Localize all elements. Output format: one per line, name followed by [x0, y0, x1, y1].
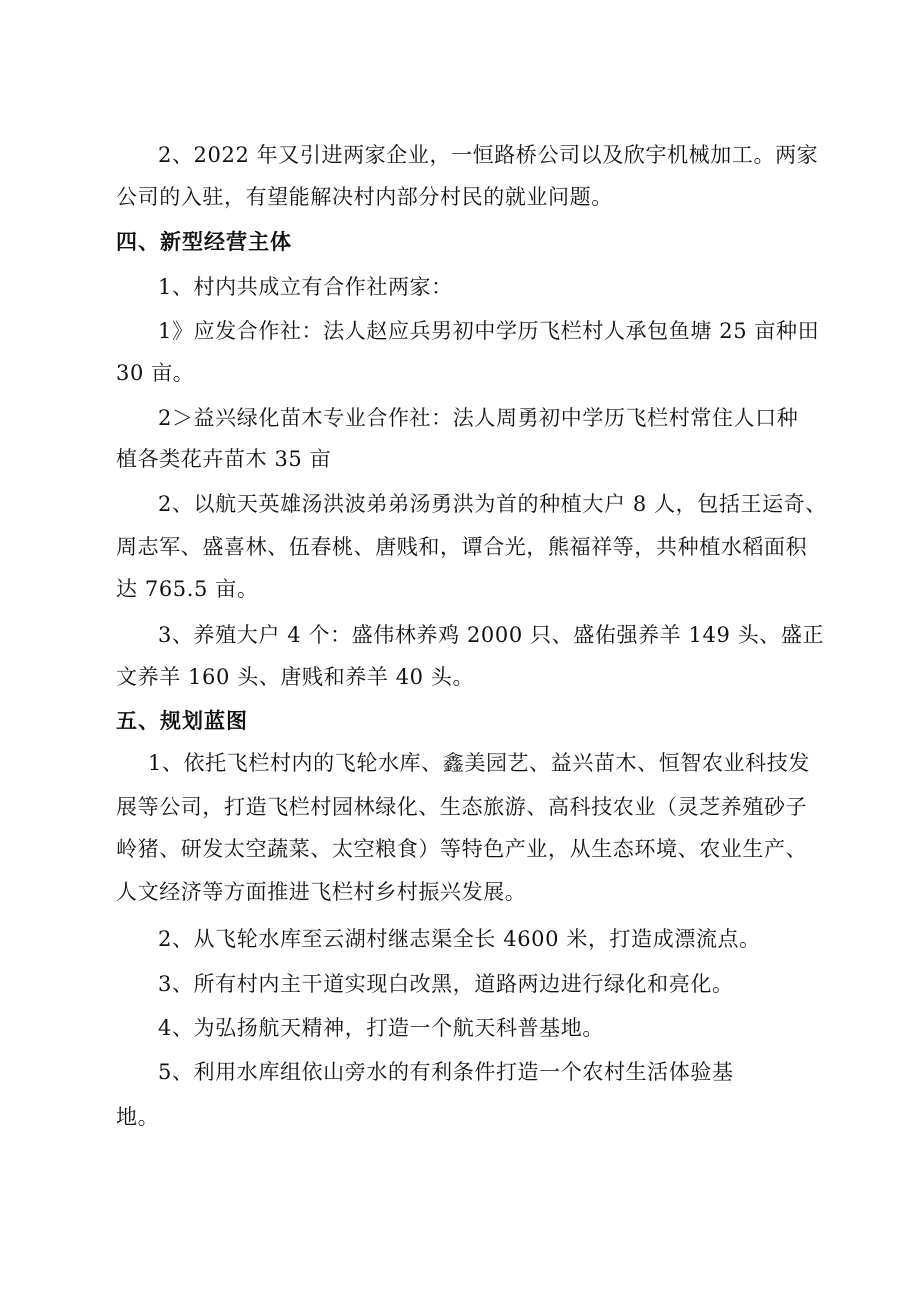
paragraph-line: 5、利用水库组依山旁水的有利条件打造一个农村生活体验基	[158, 1060, 734, 1084]
paragraph-line: 2＞益兴绿化苗木专业合作社：法人周勇初中学历飞栏村常住人口种	[158, 406, 799, 430]
paragraph-line: 1、村内共成立有合作社两家：	[158, 275, 453, 299]
paragraph-line: 地。	[116, 1105, 160, 1129]
paragraph-line: 4、为弘扬航天精神，打造一个航天科普基地。	[158, 1016, 604, 1040]
paragraph-line: 3、养殖大户 4 个：盛伟林养鸡 2000 只、盛佑强养羊 149 头、盛正	[158, 623, 825, 647]
paragraph-line: 3、所有村内主干道实现白改黑，道路两边进行绿化和亮化。	[158, 972, 734, 996]
paragraph-line: 公司的入驻，有望能解决村内部分村民的就业问题。	[116, 185, 613, 209]
paragraph-line: 人文经济等方面推进飞栏村乡村振兴发展。	[116, 880, 527, 904]
paragraph-line: 1、依托飞栏村内的飞轮水库、鑫美园艺、益兴苗木、恒智农业科技发	[148, 751, 810, 775]
section-heading-4: 四、新型经营主体	[116, 230, 292, 254]
paragraph-line: 30 亩。	[116, 361, 195, 385]
paragraph-line: 2、从飞轮水库至云湖村继志渠全长 4600 米，打造成漂流点。	[158, 927, 761, 951]
paragraph-line: 展等公司，打造飞栏村园林绿化、生态旅游、高科技农业（灵芝养殖砂子	[116, 795, 808, 819]
paragraph-line: 1》应发合作社：法人赵应兵男初中学历飞栏村人承包鱼塘 25 亩种田	[158, 319, 820, 343]
paragraph-line: 2、以航天英雄汤洪波弟弟汤勇洪为首的种植大户 8 人，包括王运奇、	[158, 492, 827, 516]
paragraph-line: 达 765.5 亩。	[116, 577, 259, 601]
paragraph-line: 2、2022 年又引进两家企业，一恒路桥公司以及欣宇机械加工。两家	[158, 143, 819, 167]
paragraph-line: 植各类花卉苗木 35 亩	[116, 447, 332, 471]
paragraph-line: 岭猪、研发太空蔬菜、太空粮食）等特色产业，从生态环境、农业生产、	[116, 837, 808, 861]
section-heading-5: 五、规划蓝图	[116, 709, 248, 733]
paragraph-line: 周志军、盛喜林、伍春桃、唐贱和，谭合光，熊福祥等，共种植水稻面积	[116, 535, 808, 559]
paragraph-line: 文养羊 160 头、唐贱和养羊 40 头。	[116, 665, 475, 689]
